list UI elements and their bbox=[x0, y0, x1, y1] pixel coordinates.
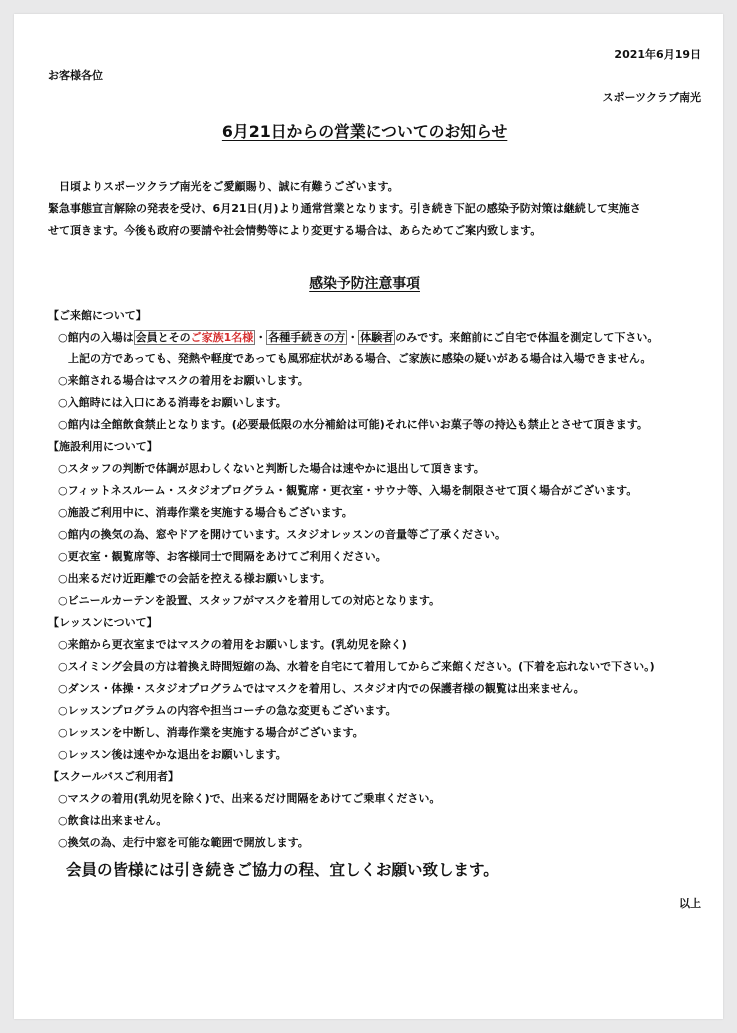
facility-item-3: ○施設ご利用中に、消毒作業を実施する場合もございます。 bbox=[58, 506, 353, 519]
visit-item-1-prefix: ○館内の入場は bbox=[58, 331, 134, 344]
facility-item-4: ○館内の換気の為、窓やドアを開けています。スタジオレッスンの音量等ご了承ください。 bbox=[58, 528, 507, 541]
bus-item-2: ○飲食は出来ません。 bbox=[58, 814, 168, 827]
section-heading-lesson: 【レッスンについて】 bbox=[48, 616, 158, 629]
lesson-item-6: ○レッスン後は速やかな退出をお願いします。 bbox=[58, 748, 287, 761]
facility-item-6: ○出来るだけ近距離での会話を控える様お願いします。 bbox=[58, 572, 331, 585]
separator-2: ・ bbox=[347, 331, 359, 344]
bus-item-3: ○換気の為、走行中窓を可能な範囲で開放します。 bbox=[58, 836, 309, 849]
facility-item-1: ○スタッフの判断で体調が思わしくないと判断した場合は速やかに退出して頂きます。 bbox=[58, 462, 485, 475]
intro-line-3: せて頂きます。今後も政府の要請や社会情勢等により変更する場合は、あらためてご案内致します。 bbox=[48, 224, 542, 237]
intro-line-1: 日頃よりスポーツクラブ南光をご愛顧賜り、誠に有難うございます。 bbox=[48, 180, 399, 193]
page-title: 6月21日からの営業についてのお知らせ bbox=[221, 122, 508, 141]
facility-item-2: ○フィットネスルーム・スタジオプログラム・観覧席・更衣室・サウナ等、入場を制限させて頂く場合がございます。 bbox=[58, 484, 638, 497]
family-highlight: ご家族1名様 bbox=[190, 331, 254, 344]
recipient: お客様各位 bbox=[48, 69, 103, 82]
visit-item-1-suffix: のみです。来館前にご自宅で体温を測定して下さい。 bbox=[395, 331, 659, 344]
section-heading-facility: 【施設利用について】 bbox=[48, 440, 158, 453]
section-heading-bus: 【スクールバスご利用者】 bbox=[48, 770, 180, 783]
lesson-item-2: ○スイミング会員の方は着換え時間短縮の為、水着を自宅にて着用してからご来館ください。(下着を忘れないで下さい。) bbox=[58, 660, 655, 673]
lesson-item-4: ○レッスンプログラムの内容や担当コーチの急な変更もございます。 bbox=[58, 704, 397, 717]
facility-item-5: ○更衣室・観覧席等、お客様同士で間隔をあけてご利用ください。 bbox=[58, 550, 387, 563]
document-date: 2021年6月19日 bbox=[614, 48, 701, 61]
trial-box: 体験者 bbox=[360, 331, 394, 344]
intro-line-2: 緊急事態宣言解除の発表を受け、6月21日(月)より通常営業となります。引き続き下記の感染予防対策は継続して実施さ bbox=[48, 202, 641, 215]
lesson-item-5: ○レッスンを中断し、消毒作業を実施する場合がございます。 bbox=[58, 726, 364, 739]
section-title: 感染予防注意事項 bbox=[309, 276, 420, 292]
visit-item-4: ○館内は全館飲食禁止となります。(必要最低限の水分補給は可能)それに伴いお菓子等の持込も禁止とさせて頂きます。 bbox=[58, 418, 648, 431]
end-mark: 以上 bbox=[679, 897, 701, 910]
visit-item-1 bbox=[58, 332, 658, 343]
member-text: 会員とその bbox=[135, 331, 191, 344]
separator-1: ・ bbox=[255, 331, 267, 344]
visit-item-1-continued: 上記の方であっても、発熱や軽度であっても風邪症状がある場合、ご家族に感染の疑いがある場合は入場できません。 bbox=[68, 352, 652, 365]
bus-item-1: ○マスクの着用(乳幼児を除く)で、出来るだけ間隔をあけてご乗車ください。 bbox=[58, 792, 441, 805]
section-heading-visit: 【ご来館について】 bbox=[48, 309, 147, 322]
lesson-item-1: ○来館から更衣室まではマスクの着用をお願いします。(乳幼児を除く) bbox=[58, 638, 407, 651]
closing-message: 会員の皆様には引き続きご協力の程、宜しくお願い致します。 bbox=[66, 861, 499, 879]
visit-item-3: ○入館時には入口にある消毒をお願いします。 bbox=[58, 396, 287, 409]
sender: スポーツクラブ南光 bbox=[602, 91, 701, 104]
lesson-item-3: ○ダンス・体操・スタジオプログラムではマスクを着用し、スタジオ内での保護者様の観覧は出来ません。 bbox=[58, 682, 585, 695]
procedure-box: 各種手続きの方 bbox=[268, 331, 346, 344]
eligible-member-box bbox=[134, 330, 256, 345]
document-page bbox=[14, 14, 723, 1019]
visit-item-2: ○来館される場合はマスクの着用をお願いします。 bbox=[58, 374, 309, 387]
facility-item-7: ○ビニールカーテンを設置、スタッフがマスクを着用しての対応となります。 bbox=[58, 594, 440, 607]
